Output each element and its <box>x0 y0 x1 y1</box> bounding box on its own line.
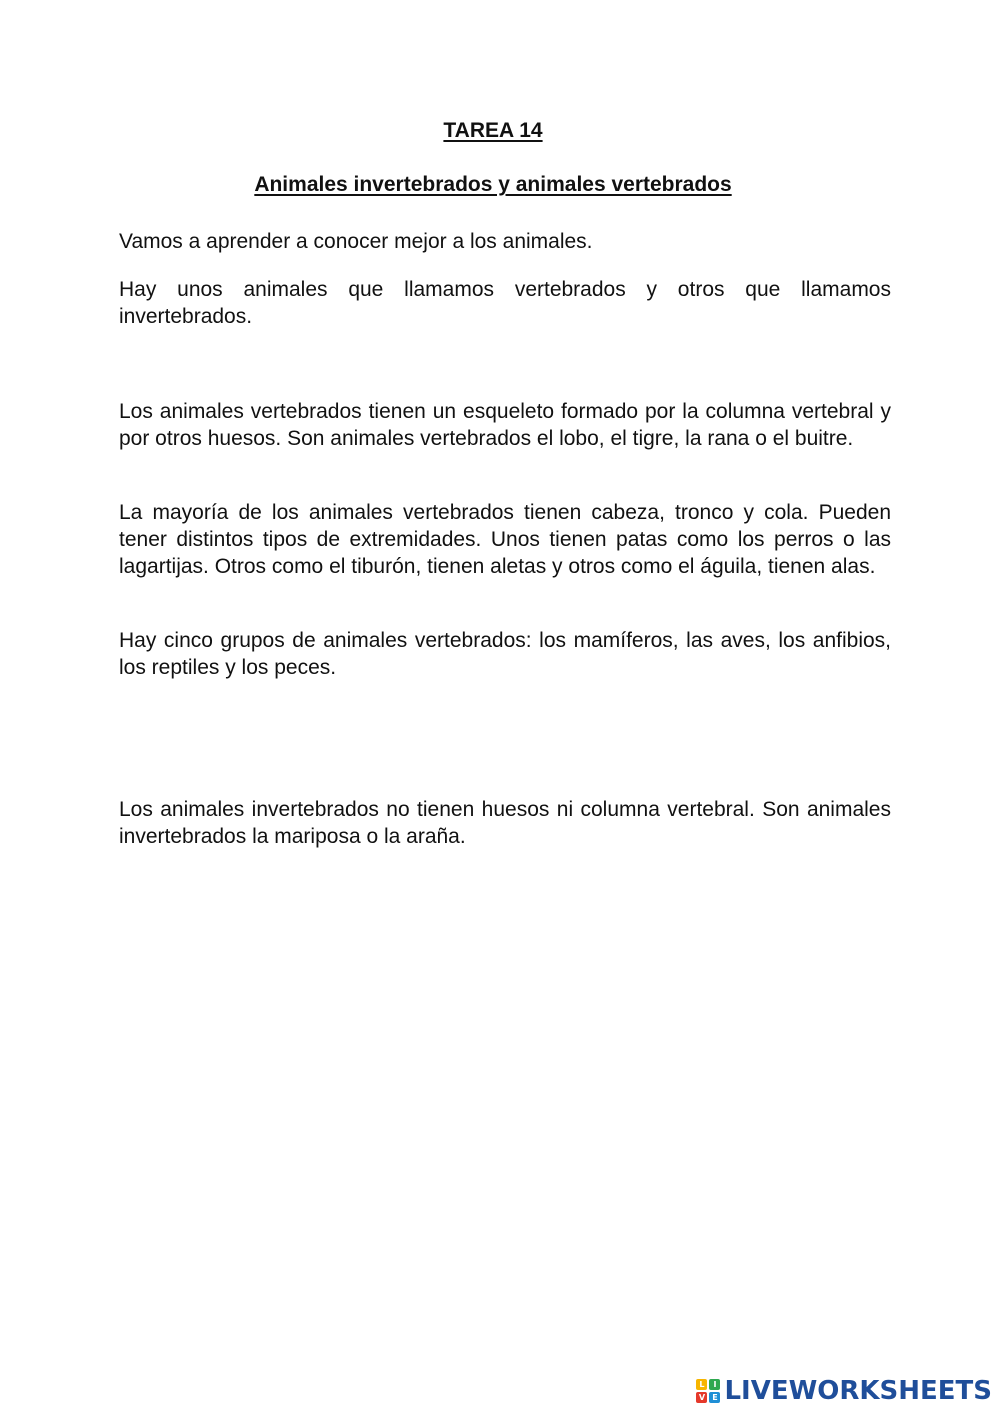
logo-block-l: L <box>696 1379 707 1390</box>
watermark-text: LIVEWORKSHEETS <box>724 1376 992 1406</box>
paragraph-intro: Vamos a aprender a conocer mejor a los animales. <box>119 230 593 253</box>
paragraph-types: Hay unos animales que llamamos vertebrados y otros que llamamos invertebrados. <box>119 278 891 328</box>
liveworksheets-watermark <box>696 1373 992 1409</box>
page-title: TAREA 14 <box>443 119 543 142</box>
paragraph-groups: Hay cinco grupos de animales vertebrados: los mamíferos, las aves, los anfibios, los reptiles y los peces. <box>119 629 891 679</box>
logo-block-e: E <box>709 1392 720 1403</box>
logo-block-i: I <box>709 1379 720 1390</box>
paragraph-invertebrates: Los animales invertebrados no tienen huesos ni columna vertebral. Son animales invertebrados la mariposa o la araña. <box>119 798 891 848</box>
paragraph-body-parts: La mayoría de los animales vertebrados tienen cabeza, tronco y cola. Pueden tener distintos tipos de extremidades. Unos tienen patas como los perros o las lagartijas. Otros como el tiburón, tienen aletas y otros como el águila, tienen alas. <box>119 501 891 578</box>
liveworksheets-logo-icon <box>696 1379 720 1403</box>
paragraph-vertebrates: Los animales vertebrados tienen un esqueleto formado por la columna vertebral y por otros huesos. Son animales vertebrados el lobo, el tigre, la rana o el buitre. <box>119 400 891 450</box>
page-subtitle: Animales invertebrados y animales vertebrados <box>254 173 732 196</box>
logo-block-v: V <box>696 1392 707 1403</box>
